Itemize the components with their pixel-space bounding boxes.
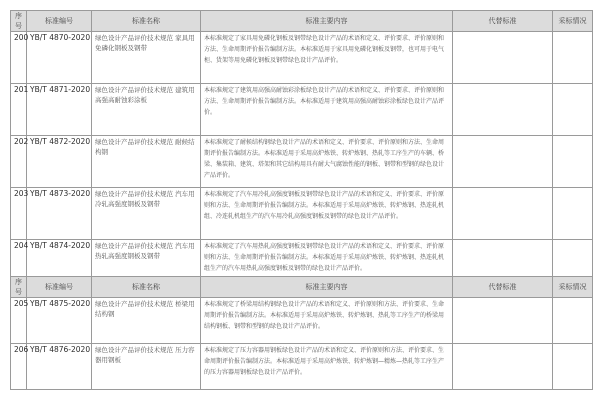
cell-name: 绿色设计产品评价技术规范 汽车用冷轧高强度钢板及钢带 bbox=[92, 188, 201, 240]
cell-adopt bbox=[553, 136, 593, 188]
cell-content: 本标准规定了耐候结构钢绿色设计产品的术语和定义、评价要求、评价原则和方法、生命周期评价报告编制方法。本标准适用于采用高炉炼铁、转炉炼钢、热轧等工序生产的车辆、桥梁、集装箱、建筑、塔架和其它结构用具有耐大气腐蚀性能的钢板、钢带和型钢的绿色设计产品评价。 bbox=[201, 136, 453, 188]
table-row bbox=[11, 188, 593, 240]
cell-name: 绿色设计产品评价技术规范 家具用免磷化钢板及钢带 bbox=[92, 32, 201, 84]
cell-seq: 200 bbox=[11, 32, 27, 84]
cell-code: YB/T 4873-2020 bbox=[27, 188, 92, 240]
table-row bbox=[11, 84, 593, 136]
cell-adopt bbox=[553, 84, 593, 136]
header-seq: 序号 bbox=[11, 277, 27, 298]
cell-code: YB/T 4876-2020 bbox=[27, 344, 92, 390]
standards-table-2 bbox=[10, 276, 593, 390]
table-header-row bbox=[11, 11, 593, 32]
table-row bbox=[11, 298, 593, 344]
cell-content: 本标准规定了建筑用高强高耐蚀彩涂板绿色设计产品的术语和定义、评价要求、评价原则和方法、生命周期评价报告编制方法。本标准适用于建筑用高强高耐蚀彩涂板绿色设计产品评价。 bbox=[201, 84, 453, 136]
header-content: 标准主要内容 bbox=[201, 277, 453, 298]
header-name: 标准名称 bbox=[92, 11, 201, 32]
header-code: 标准编号 bbox=[27, 277, 92, 298]
header-adopt: 采标情况 bbox=[553, 277, 593, 298]
cell-adopt bbox=[553, 298, 593, 344]
cell-adopt bbox=[553, 32, 593, 84]
table-row bbox=[11, 32, 593, 84]
cell-seq: 204 bbox=[11, 240, 27, 292]
table-header-row bbox=[11, 277, 593, 298]
cell-code: YB/T 4870-2020 bbox=[27, 32, 92, 84]
cell-seq: 202 bbox=[11, 136, 27, 188]
cell-code: YB/T 4872-2020 bbox=[27, 136, 92, 188]
cell-seq: 205 bbox=[11, 298, 27, 344]
cell-replaces bbox=[453, 32, 553, 84]
cell-name: 绿色设计产品评价技术规范 汽车用热轧高强度钢板及钢带 bbox=[92, 240, 201, 292]
cell-seq: 203 bbox=[11, 188, 27, 240]
cell-code: YB/T 4875-2020 bbox=[27, 298, 92, 344]
table-row bbox=[11, 136, 593, 188]
cell-content: 本标准规定了汽车用热轧高强度钢板及钢带绿色设计产品的术语和定义、评价要求、评价原则和方法、生命周期评价报告编制方法。本标准适用于采用高炉炼铁、转炉炼钢、热连轧机组生产的汽车用热轧高强度钢板及钢带的绿色设计产品评价。 bbox=[201, 240, 453, 292]
cell-replaces bbox=[453, 298, 553, 344]
cell-seq: 201 bbox=[11, 84, 27, 136]
header-replaces: 代替标准 bbox=[453, 11, 553, 32]
header-replaces: 代替标准 bbox=[453, 277, 553, 298]
header-seq: 序号 bbox=[11, 11, 27, 32]
cell-replaces bbox=[453, 84, 553, 136]
cell-replaces bbox=[453, 188, 553, 240]
cell-content: 本标准规定了压力容器用钢板绿色设计产品的术语和定义、评价原则和方法、评价要求、生命周期评价报告编制方法。本标准适用于采用高炉炼铁、转炉炼钢—精炼—热轧等工序生产的压力容器用钢板绿色设计产品评价。 bbox=[201, 344, 453, 390]
table-row bbox=[11, 344, 593, 390]
cell-code: YB/T 4874-2020 bbox=[27, 240, 92, 292]
cell-code: YB/T 4871-2020 bbox=[27, 84, 92, 136]
cell-seq: 206 bbox=[11, 344, 27, 390]
standards-table-1 bbox=[10, 10, 593, 292]
cell-name: 绿色设计产品评价技术规范 桥梁用结构钢 bbox=[92, 298, 201, 344]
header-code: 标准编号 bbox=[27, 11, 92, 32]
cell-name: 绿色设计产品评价技术规范 耐候结构钢 bbox=[92, 136, 201, 188]
cell-adopt bbox=[553, 188, 593, 240]
cell-replaces bbox=[453, 136, 553, 188]
cell-content: 本标准规定了桥梁用结构钢绿色设计产品的术语和定义、评价原则和方法、评价要求、生命周期评价报告编制方法。本标准适用于采用高炉炼铁、转炉炼钢、热轧等工序生产的桥梁用结构钢板、钢带和型钢的绿色设计产品评价。 bbox=[201, 298, 453, 344]
cell-replaces bbox=[453, 344, 553, 390]
cell-content: 本标准规定了汽车用冷轧高强度钢板及钢带绿色设计产品的术语和定义、评价要求、评价原则和方法、生命周期评价报告编制方法。本标准适用于采用高炉炼铁、转炉炼钢、热连轧机组、冷连轧机组生产的汽车用冷轧高强度钢板及钢带的绿色设计产品评价。 bbox=[201, 188, 453, 240]
cell-adopt bbox=[553, 344, 593, 390]
cell-name: 绿色设计产品评价技术规范 建筑用高强高耐蚀彩涂板 bbox=[92, 84, 201, 136]
cell-content: 本标准规定了家具用免磷化钢板及钢带绿色设计产品的术语和定义、评价要求、评价原则和方法、生命周期评价报告编制方法。本标准适用于家具用免磷化钢板及钢带，也可用于电气柜、货架等用免磷化钢板及钢带绿色设计产品评价。 bbox=[201, 32, 453, 84]
cell-name: 绿色设计产品评价技术规范 压力容器用钢板 bbox=[92, 344, 201, 390]
header-adopt: 采标情况 bbox=[553, 11, 593, 32]
header-content: 标准主要内容 bbox=[201, 11, 453, 32]
header-name: 标准名称 bbox=[92, 277, 201, 298]
